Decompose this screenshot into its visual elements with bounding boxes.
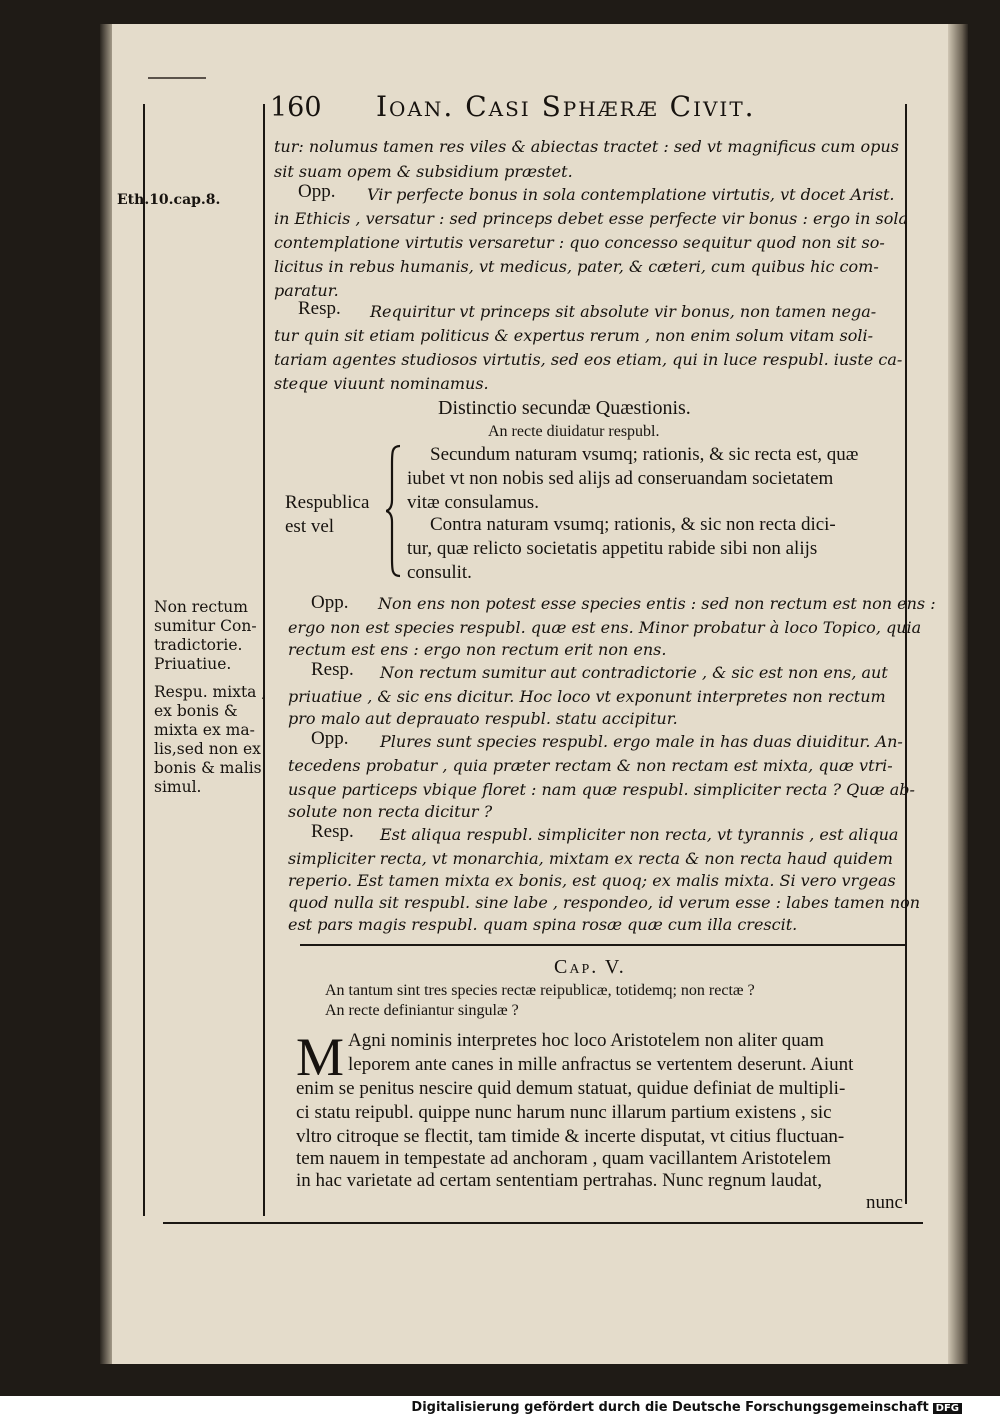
text-line: ergo non est species respubl. quæ est ens. Minor probatur à loco Topico, quia xyxy=(288,618,922,637)
chapter-title: Cap. V. xyxy=(554,956,626,978)
text-line: reperio. Est tamen mixta ex bonis, est quoq; ex malis mixta. Si vero vrgeas xyxy=(288,871,896,890)
drop-cap: M xyxy=(296,1027,345,1087)
page-edge xyxy=(948,24,968,1364)
paragraph-line: Agni nominis interpretes hoc loco Aristotelem non aliter quam xyxy=(348,1030,824,1051)
dfg-logo: DFG xyxy=(933,1403,962,1414)
running-title: Ioan. Casi Sphæræ Civit. xyxy=(376,90,756,123)
text-line: Vir perfecte bonus in sola contemplatione virtutis, vt docet Arist. xyxy=(367,185,895,204)
margin-note-eth: Eth.10.cap.8. xyxy=(117,192,221,208)
margin-note-non-rectum: Non rectum sumitur Con- tradictorie. Priuatiue. xyxy=(154,598,257,673)
division-line: tur, quæ relicto societatis appetitu rabide sibi non alijs xyxy=(407,538,818,559)
opp-label: Opp. xyxy=(311,728,349,749)
left-margin-rule xyxy=(143,104,145,1216)
text-line: steque viuunt nominamus. xyxy=(274,374,489,393)
text-line: rectum est ens : ergo non rectum erit non ens. xyxy=(288,640,667,659)
division-label: est vel xyxy=(285,516,335,537)
text-line: tur quin sit etiam politicus & expertus rerum , non enim solum vitam soli- xyxy=(274,326,873,345)
text-line: priuatiue , & sic ens dicitur. Hoc loco vt exponunt interpretes non rectum xyxy=(288,687,886,706)
margin-note-respu-mixta: Respu. mixta , ex bonis & mixta ex ma- lis,sed non ex bonis & malis simul. xyxy=(154,683,267,796)
division-line: iubet vt non nobis sed alijs ad conseruandam societatem xyxy=(407,468,834,489)
paragraph-line: leporem ante canes in mille anfractus se vertentem deserunt. Aiunt xyxy=(348,1054,854,1075)
text-line: Non ens non potest esse species entis : sed non rectum est non ens : xyxy=(378,594,936,613)
text-line: paratur. xyxy=(274,281,339,300)
text-line: Plures sunt species respubl. ergo male in has duas diuiditur. An- xyxy=(380,732,903,751)
chapter-question: An recte definiantur singulæ ? xyxy=(325,1002,519,1019)
top-mark xyxy=(148,77,206,79)
division-line: Contra naturam vsumq; rationis, & sic non recta dici- xyxy=(430,514,836,535)
text-line: solute non recta dicitur ? xyxy=(288,802,493,821)
text-line: licitus in rebus humanis, vt medicus, pater, & cæteri, cum quibus hic com- xyxy=(274,257,879,276)
text-line: quod nulla sit respubl. sine labe , respondeo, id verum esse : labes tamen non xyxy=(288,893,921,912)
text-line: Est aliqua respubl. simpliciter non recta, vt tyrannis , est aliqua xyxy=(380,825,899,844)
text-right-rule xyxy=(905,104,907,1204)
paragraph-line: vltro citroque se flectit, tam timide & incerte disputat, vt citius fluctuan- xyxy=(296,1126,845,1147)
opp-label: Opp. xyxy=(298,181,336,202)
resp-label: Resp. xyxy=(311,659,354,680)
bottom-rule xyxy=(163,1222,923,1224)
resp-label: Resp. xyxy=(298,298,341,319)
text-line: est pars magis respubl. quam spina rosæ quæ cum illa crescit. xyxy=(288,915,798,934)
text-left-rule xyxy=(263,104,265,1216)
division-line: consulit. xyxy=(407,562,472,583)
text-line: Non rectum sumitur aut contradictorie , & sic est non ens, aut xyxy=(380,663,888,682)
distinction-subtitle: An recte diuidatur respubl. xyxy=(488,423,660,440)
page-number: 160 xyxy=(270,92,322,123)
paragraph-line: ci statu reipubl. quippe nunc harum nunc illarum partium existens , sic xyxy=(296,1102,832,1123)
credit-text: Digitalisierung gefördert durch die Deutsche Forschungsgemeinschaft xyxy=(411,1400,929,1415)
section-rule xyxy=(300,944,905,946)
text-line: pro malo aut deprauato respubl. statu accipitur. xyxy=(288,709,678,728)
division-label: Respublica xyxy=(285,492,370,513)
curly-brace xyxy=(386,444,404,578)
chapter-question: An tantum sint tres species rectæ reipublicæ, totidemq; non rectæ ? xyxy=(325,982,755,999)
opp-label: Opp. xyxy=(311,592,349,613)
paragraph-line: tem nauem in tempestate ad anchoram , quam vacillantem Aristotelem xyxy=(296,1148,831,1169)
text-line: sit suam opem & subsidium præstet. xyxy=(274,162,573,181)
text-line: tur: nolumus tamen res viles & abiectas tractet : sed vt magnificus cum opus xyxy=(274,137,899,156)
distinction-title: Distinctio secundæ Quæstionis. xyxy=(438,397,691,419)
text-line: tariam agentes studiosos virtutis, sed eos etiam, qui in luce respubl. iuste ca- xyxy=(274,350,903,369)
text-line: Requiritur vt princeps sit absolute vir bonus, non tamen nega- xyxy=(370,302,877,321)
text-line: tecedens probatur , quia præter rectam & non rectam est mixta, quæ vtri- xyxy=(288,756,893,775)
digitization-credit xyxy=(411,1400,962,1415)
text-line: contemplatione virtutis versaretur : quo concesso sequitur quod non sit so- xyxy=(274,233,885,252)
paragraph-line: enim se penitus nescire quid demum statuat, quidue definiat de multipli- xyxy=(296,1078,846,1099)
catchword: nunc xyxy=(866,1192,903,1213)
division-line: Secundum naturam vsumq; rationis, & sic recta est, quæ xyxy=(430,444,859,465)
division-line: vitæ consulamus. xyxy=(407,492,539,513)
paragraph-line: in hac varietate ad certam sententiam pertrahas. Nunc regnum laudat, xyxy=(296,1170,822,1191)
text-line: in Ethicis , versatur : sed princeps debet esse perfecte vir bonus : ergo in sola xyxy=(274,209,909,228)
text-line: simpliciter recta, vt monarchia, mixtam ex recta & non recta haud quidem xyxy=(288,849,893,868)
resp-label: Resp. xyxy=(311,821,354,842)
page-gutter-shadow xyxy=(100,24,112,1364)
text-line: usque particeps vbique floret : nam quæ respubl. simpliciter recta ? Quæ ab- xyxy=(288,780,915,799)
